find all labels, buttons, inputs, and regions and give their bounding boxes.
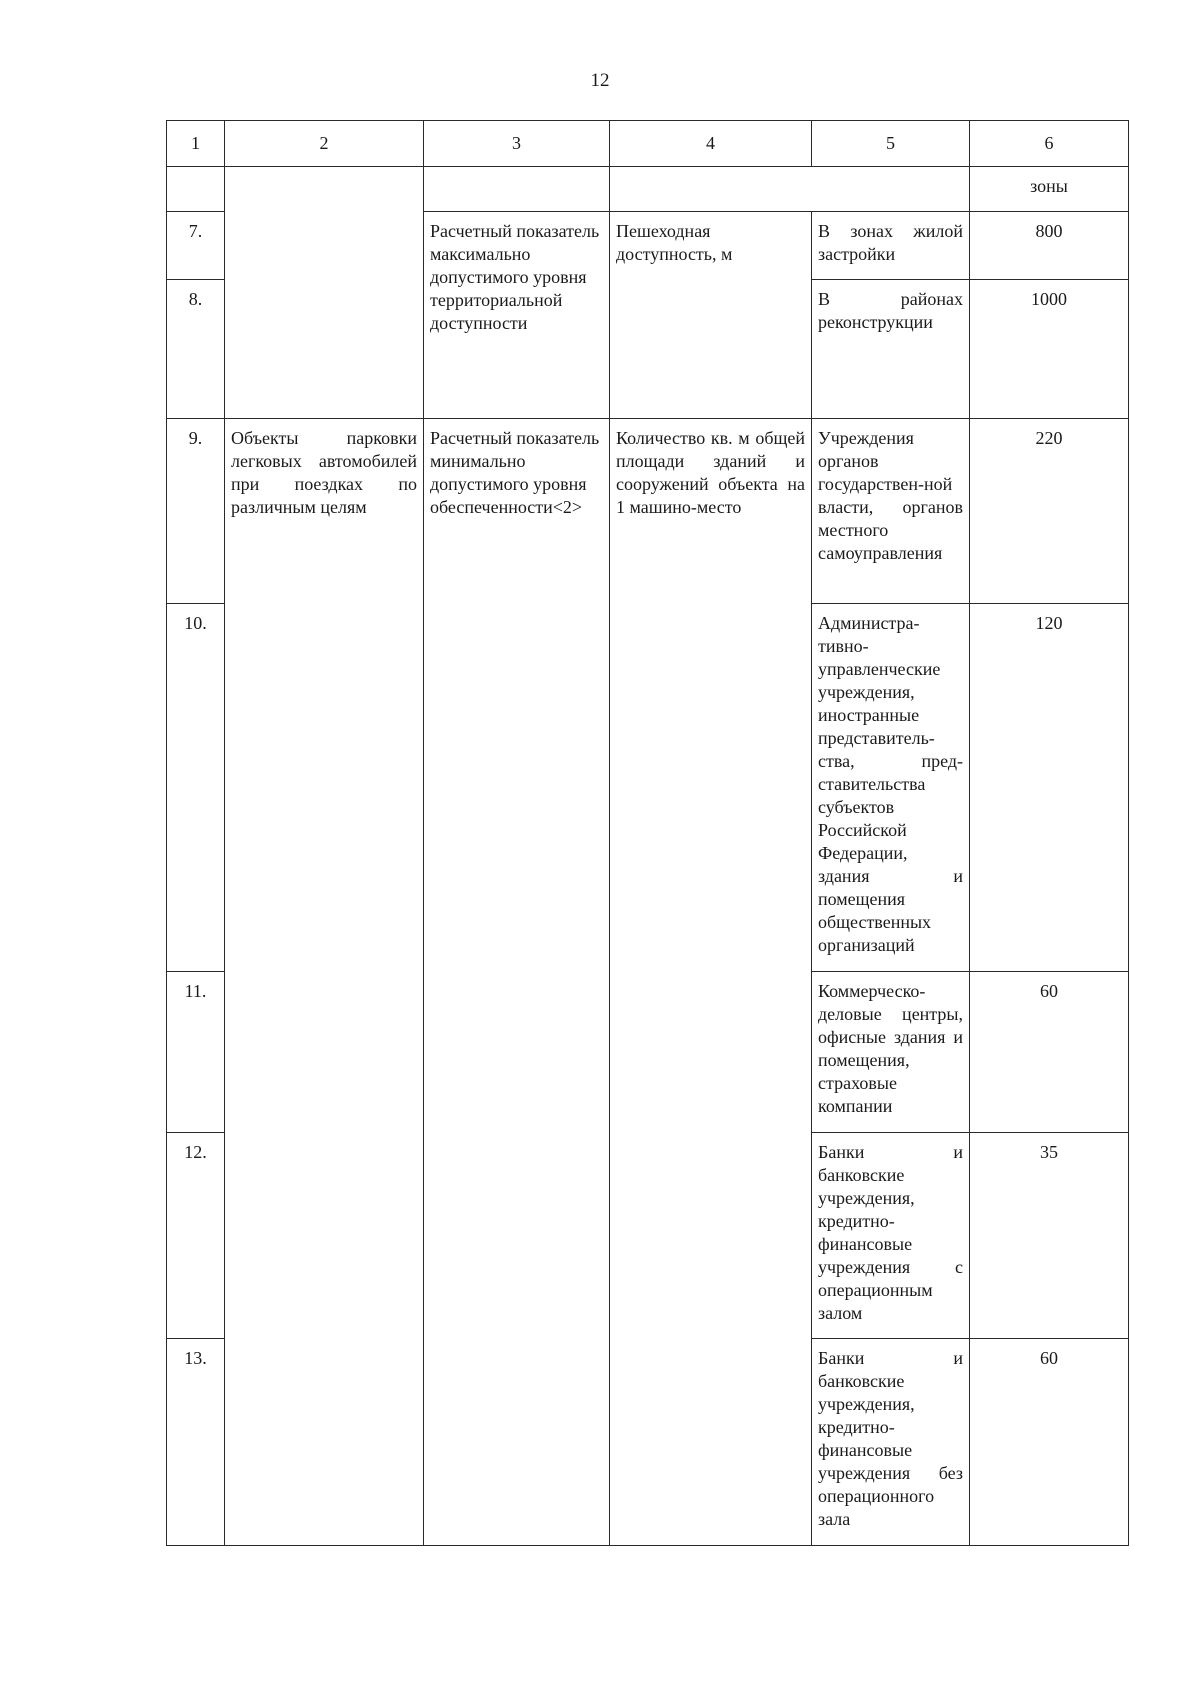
row-number: 12. [167, 1133, 225, 1339]
condition-cell: Банки и банковские учреждения, кредитно-финансовые учреждения с операционным залом [812, 1133, 970, 1339]
continuation-row [167, 167, 1129, 212]
value-cell: 1000 [970, 280, 1129, 419]
value-cell: 120 [970, 604, 1129, 972]
condition-cell: В зонах жилой застройки [812, 212, 970, 280]
row-number: 13. [167, 1339, 225, 1546]
unit-cell: Количество кв. м общей площади зданий и сооружений объекта на 1 машино-место [610, 419, 812, 1546]
table-cell [167, 167, 225, 212]
table-row [167, 419, 1129, 604]
column-header: 4 [610, 121, 812, 167]
value-cell: 800 [970, 212, 1129, 280]
condition-cell: Администра-тивно-управленческие учреждения, иностранные представитель-ства, пред-ставительства субъектов Российской Федерации, здания и помещения общественных организаций [812, 604, 970, 972]
row-number: 11. [167, 972, 225, 1133]
indicator-cell: Расчетный показатель максимально допустимого уровня территориальной доступности [424, 212, 610, 419]
column-header: 3 [424, 121, 610, 167]
row-number: 7. [167, 212, 225, 280]
object-cell: Объекты парковки легковых автомобилей при поездках по различным целям [225, 419, 424, 1546]
condition-cell: Банки и банковские учреждения, кредитно-финансовые учреждения без операционного зала [812, 1339, 970, 1546]
condition-cell: Коммерческо-деловые центры, офисные здания и помещения, страховые компании [812, 972, 970, 1133]
row-number: 10. [167, 604, 225, 972]
condition-cell: Учреждения органов государствен-ной власти, органов местного самоуправления [812, 419, 970, 604]
value-cell: 35 [970, 1133, 1129, 1339]
table-cell [225, 167, 424, 419]
standards-table [166, 120, 1129, 1546]
table-cell [610, 167, 970, 212]
value-cell: 60 [970, 972, 1129, 1133]
row-number: 8. [167, 280, 225, 419]
column-header: 5 [812, 121, 970, 167]
table-cell [424, 167, 610, 212]
column-header: 2 [225, 121, 424, 167]
condition-cell: В районах реконструкции [812, 280, 970, 419]
column-header: 1 [167, 121, 225, 167]
column-header: 6 [970, 121, 1129, 167]
unit-cell: Пешеходная доступность, м [610, 212, 812, 419]
table-cell: зоны [970, 167, 1129, 212]
value-cell: 60 [970, 1339, 1129, 1546]
table-header-row [167, 121, 1129, 167]
row-number: 9. [167, 419, 225, 604]
indicator-cell: Расчетный показатель минимально допустимого уровня обеспеченности<2> [424, 419, 610, 1546]
page-number: 12 [590, 70, 610, 91]
value-cell: 220 [970, 419, 1129, 604]
